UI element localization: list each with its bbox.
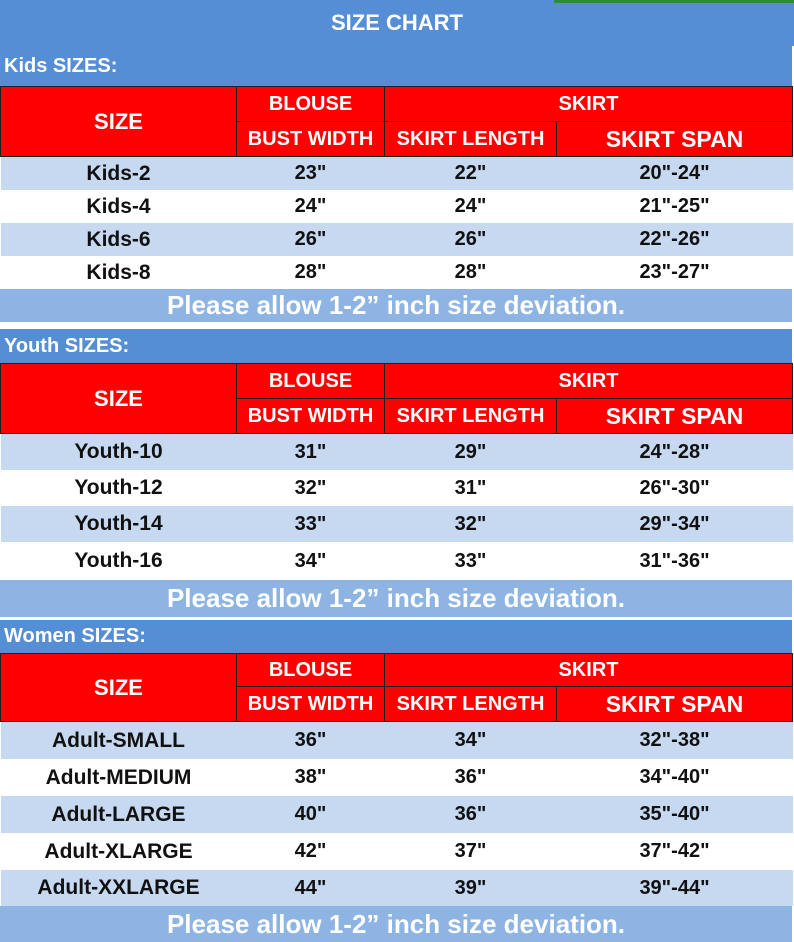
section-heading: Women SIZES: bbox=[0, 620, 792, 653]
skirt-length-header: SKIRT LENGTH bbox=[385, 399, 557, 434]
kids-size-table bbox=[0, 86, 793, 289]
table-row bbox=[1, 157, 793, 191]
table-row bbox=[1, 870, 793, 906]
length-cell: 34" bbox=[385, 722, 557, 760]
size-cell: Adult-XXLARGE bbox=[1, 870, 237, 906]
bust-cell: 24" bbox=[237, 190, 385, 223]
bust-width-header: BUST WIDTH bbox=[237, 122, 385, 157]
bust-cell: 31" bbox=[237, 434, 385, 471]
length-cell: 26" bbox=[385, 223, 557, 256]
skirt-group-header: SKIRT bbox=[385, 364, 793, 399]
table-row bbox=[1, 796, 793, 833]
skirt-span-header: SKIRT SPAN bbox=[557, 687, 793, 722]
women-section bbox=[0, 620, 792, 942]
span-cell: 29"-34" bbox=[557, 506, 793, 542]
span-cell: 34"-40" bbox=[557, 759, 793, 796]
bust-cell: 32" bbox=[237, 470, 385, 506]
blouse-group-header: BLOUSE bbox=[237, 87, 385, 122]
table-row bbox=[1, 256, 793, 289]
size-cell: Adult-LARGE bbox=[1, 796, 237, 833]
skirt-length-header: SKIRT LENGTH bbox=[385, 687, 557, 722]
section-heading: Kids SIZES: bbox=[0, 46, 792, 86]
table-row bbox=[1, 722, 793, 760]
table-row bbox=[1, 223, 793, 256]
bust-cell: 40" bbox=[237, 796, 385, 833]
length-cell: 36" bbox=[385, 796, 557, 833]
span-cell: 24"-28" bbox=[557, 434, 793, 471]
section-heading: Youth SIZES: bbox=[0, 329, 792, 363]
length-cell: 32" bbox=[385, 506, 557, 542]
size-column-header: SIZE bbox=[1, 654, 237, 722]
span-cell: 23"-27" bbox=[557, 256, 793, 289]
women-size-table bbox=[0, 653, 793, 906]
table-row bbox=[1, 759, 793, 796]
size-cell: Kids-6 bbox=[1, 223, 237, 256]
skirt-span-header: SKIRT SPAN bbox=[557, 399, 793, 434]
kids-section bbox=[0, 46, 792, 322]
table-row bbox=[1, 190, 793, 223]
length-cell: 24" bbox=[385, 190, 557, 223]
size-deviation-note: Please allow 1-2” inch size deviation. bbox=[0, 289, 792, 322]
size-cell: Youth-12 bbox=[1, 470, 237, 506]
bust-cell: 42" bbox=[237, 833, 385, 870]
bust-width-header: BUST WIDTH bbox=[237, 687, 385, 722]
size-deviation-note: Please allow 1-2” inch size deviation. bbox=[0, 580, 792, 617]
bust-cell: 36" bbox=[237, 722, 385, 760]
span-cell: 26"-30" bbox=[557, 470, 793, 506]
blouse-group-header: BLOUSE bbox=[237, 364, 385, 399]
skirt-length-header: SKIRT LENGTH bbox=[385, 122, 557, 157]
span-cell: 32"-38" bbox=[557, 722, 793, 760]
length-cell: 39" bbox=[385, 870, 557, 906]
title-accent-strip bbox=[554, 0, 794, 3]
length-cell: 31" bbox=[385, 470, 557, 506]
size-column-header: SIZE bbox=[1, 87, 237, 157]
bust-cell: 44" bbox=[237, 870, 385, 906]
skirt-group-header: SKIRT bbox=[385, 654, 793, 687]
span-cell: 37"-42" bbox=[557, 833, 793, 870]
span-cell: 22"-26" bbox=[557, 223, 793, 256]
table-row bbox=[1, 470, 793, 506]
size-cell: Kids-8 bbox=[1, 256, 237, 289]
span-cell: 31"-36" bbox=[557, 542, 793, 580]
span-cell: 21"-25" bbox=[557, 190, 793, 223]
length-cell: 22" bbox=[385, 157, 557, 191]
span-cell: 20"-24" bbox=[557, 157, 793, 191]
span-cell: 35"-40" bbox=[557, 796, 793, 833]
length-cell: 33" bbox=[385, 542, 557, 580]
blouse-group-header: BLOUSE bbox=[237, 654, 385, 687]
length-cell: 37" bbox=[385, 833, 557, 870]
length-cell: 28" bbox=[385, 256, 557, 289]
size-cell: Youth-14 bbox=[1, 506, 237, 542]
bust-cell: 28" bbox=[237, 256, 385, 289]
size-chart-title-bar bbox=[0, 0, 794, 46]
length-cell: 29" bbox=[385, 434, 557, 471]
page-title: SIZE CHART bbox=[331, 10, 463, 35]
table-row bbox=[1, 506, 793, 542]
size-cell: Kids-4 bbox=[1, 190, 237, 223]
size-cell: Adult-XLARGE bbox=[1, 833, 237, 870]
size-column-header: SIZE bbox=[1, 364, 237, 434]
size-cell: Kids-2 bbox=[1, 157, 237, 191]
table-row bbox=[1, 434, 793, 471]
bust-cell: 34" bbox=[237, 542, 385, 580]
skirt-group-header: SKIRT bbox=[385, 87, 793, 122]
table-row bbox=[1, 833, 793, 870]
bust-cell: 33" bbox=[237, 506, 385, 542]
span-cell: 39"-44" bbox=[557, 870, 793, 906]
bust-cell: 26" bbox=[237, 223, 385, 256]
youth-section bbox=[0, 329, 792, 617]
length-cell: 36" bbox=[385, 759, 557, 796]
size-cell: Youth-16 bbox=[1, 542, 237, 580]
skirt-span-header: SKIRT SPAN bbox=[557, 122, 793, 157]
size-cell: Youth-10 bbox=[1, 434, 237, 471]
bust-width-header: BUST WIDTH bbox=[237, 399, 385, 434]
youth-size-table bbox=[0, 363, 793, 580]
table-row bbox=[1, 542, 793, 580]
bust-cell: 23" bbox=[237, 157, 385, 191]
size-deviation-note: Please allow 1-2” inch size deviation. bbox=[0, 906, 792, 942]
size-cell: Adult-MEDIUM bbox=[1, 759, 237, 796]
size-cell: Adult-SMALL bbox=[1, 722, 237, 760]
bust-cell: 38" bbox=[237, 759, 385, 796]
